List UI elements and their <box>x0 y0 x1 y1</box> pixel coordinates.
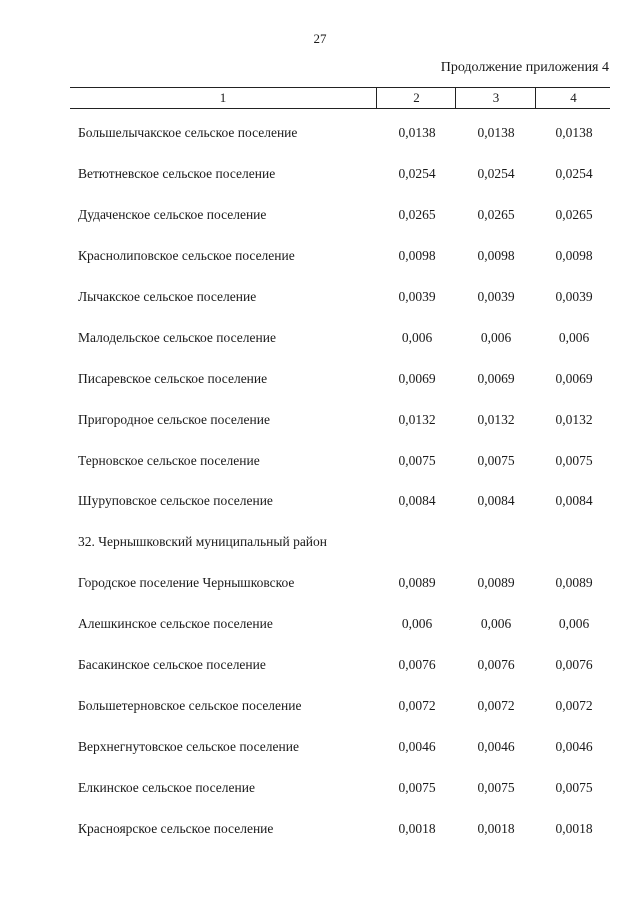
value-col-4: 0,0039 <box>555 288 593 304</box>
page-number: 27 <box>313 31 327 46</box>
value-col-3: 0,0072 <box>477 698 515 714</box>
table-row <box>0 319 640 360</box>
table-row <box>0 810 640 851</box>
value-col-3: 0,0265 <box>477 206 515 222</box>
settlement-name: Басакинское сельское поселение <box>78 657 266 673</box>
table-row <box>0 360 640 401</box>
value-col-4: 0,0265 <box>555 206 593 222</box>
value-col-3: 0,0132 <box>477 411 515 427</box>
value-col-3: 0,0084 <box>477 493 515 509</box>
value-col-2: 0,0098 <box>398 247 436 263</box>
table-header <box>70 87 610 109</box>
settlement-name: Лычакское сельское поселение <box>78 288 257 304</box>
settlement-name: Терновское сельское поселение <box>78 452 260 468</box>
value-col-3: 0,0098 <box>477 247 515 263</box>
table-row <box>0 646 640 687</box>
settlement-name: Ветютневское сельское поселение <box>78 165 276 181</box>
settlement-name: Дудаченское сельское поселение <box>78 206 267 222</box>
value-col-3: 0,0076 <box>477 657 515 673</box>
value-col-2: 0,0069 <box>398 370 436 386</box>
value-col-3: 0,0075 <box>477 780 515 795</box>
settlement-name: Верхнегнутовское сельское поселение <box>78 739 299 755</box>
value-col-4: 0,0089 <box>555 575 593 591</box>
settlement-name: Большелычакское сельское поселение <box>78 125 298 140</box>
value-col-3: 0,0138 <box>477 125 515 140</box>
value-col-4: 0,0075 <box>555 452 593 468</box>
settlement-name: Городское поселение Чернышковское <box>78 575 295 591</box>
table-row <box>0 769 640 810</box>
value-col-2: 0,006 <box>401 616 433 632</box>
table-row <box>0 401 640 442</box>
header-col-1: 1 <box>219 90 227 105</box>
value-col-2: 0,0075 <box>398 452 436 468</box>
value-col-2: 0,0254 <box>398 165 436 181</box>
settlement-name: Малодельское сельское поселение <box>78 329 276 345</box>
value-col-3: 0,0254 <box>477 165 515 181</box>
value-col-4: 0,0018 <box>555 820 593 836</box>
table-row <box>0 196 640 237</box>
table-row <box>0 278 640 319</box>
table-row <box>0 237 640 278</box>
settlement-name: Писаревское сельское поселение <box>78 370 268 386</box>
value-col-4: 0,0084 <box>555 493 593 509</box>
value-col-3: 0,006 <box>480 329 512 345</box>
settlement-name: Большетерновское сельское поселение <box>78 698 302 714</box>
value-col-4: 0,006 <box>558 616 590 632</box>
settlement-name: 32. Чернышковский муниципальный район <box>78 534 328 550</box>
value-col-4: 0,0046 <box>555 739 593 755</box>
value-col-3: 0,0039 <box>477 288 515 304</box>
value-col-4: 0,0069 <box>555 370 593 386</box>
value-col-2: 0,0084 <box>398 493 436 509</box>
value-col-2: 0,0046 <box>398 739 436 755</box>
table-row <box>0 482 640 523</box>
value-col-2: 0,0265 <box>398 206 436 222</box>
settlement-name: Алешкинское сельское поселение <box>78 616 273 632</box>
table-row <box>0 114 640 155</box>
value-col-4: 0,0254 <box>555 165 593 181</box>
value-col-2: 0,0075 <box>398 780 436 795</box>
value-col-2: 0,0089 <box>398 575 436 591</box>
value-col-2: 0,0138 <box>398 125 436 140</box>
value-col-3: 0,0018 <box>477 820 515 836</box>
settlement-name: Шуруповское сельское поселение <box>78 493 273 509</box>
table-row <box>0 728 640 769</box>
value-col-4: 0,0076 <box>555 657 593 673</box>
value-col-4: 0,0132 <box>555 411 593 427</box>
header-col-2: 2 <box>376 88 456 108</box>
value-col-2: 0,0072 <box>398 698 436 714</box>
value-col-2: 0,0076 <box>398 657 436 673</box>
header-col-4: 4 <box>535 88 611 108</box>
table-row <box>0 523 640 564</box>
settlement-name: Краснолиповское сельское поселение <box>78 247 295 263</box>
value-col-4: 0,006 <box>558 329 590 345</box>
settlement-name: Елкинское сельское поселение <box>78 780 255 795</box>
table-row <box>0 605 640 646</box>
value-col-4: 0,0138 <box>555 125 593 140</box>
value-col-4: 0,0098 <box>555 247 593 263</box>
table-row <box>0 564 640 605</box>
table-row <box>0 687 640 728</box>
table-row <box>0 442 640 483</box>
settlement-name: Пригородное сельское поселение <box>78 411 270 427</box>
value-col-3: 0,006 <box>480 616 512 632</box>
table-body <box>0 114 640 851</box>
value-col-4: 0,0072 <box>555 698 593 714</box>
settlement-name: Красноярское сельское поселение <box>78 820 274 836</box>
value-col-3: 0,0075 <box>477 452 515 468</box>
table-row <box>0 155 640 196</box>
header-col-3: 3 <box>455 88 536 108</box>
value-col-2: 0,0039 <box>398 288 436 304</box>
appendix-caption: Продолжение приложения 4 <box>440 60 609 75</box>
value-col-2: 0,006 <box>401 329 433 345</box>
value-col-4: 0,0075 <box>555 780 593 795</box>
value-col-3: 0,0046 <box>477 739 515 755</box>
value-col-2: 0,0132 <box>398 411 436 427</box>
value-col-3: 0,0069 <box>477 370 515 386</box>
value-col-2: 0,0018 <box>398 820 436 836</box>
value-col-3: 0,0089 <box>477 575 515 591</box>
